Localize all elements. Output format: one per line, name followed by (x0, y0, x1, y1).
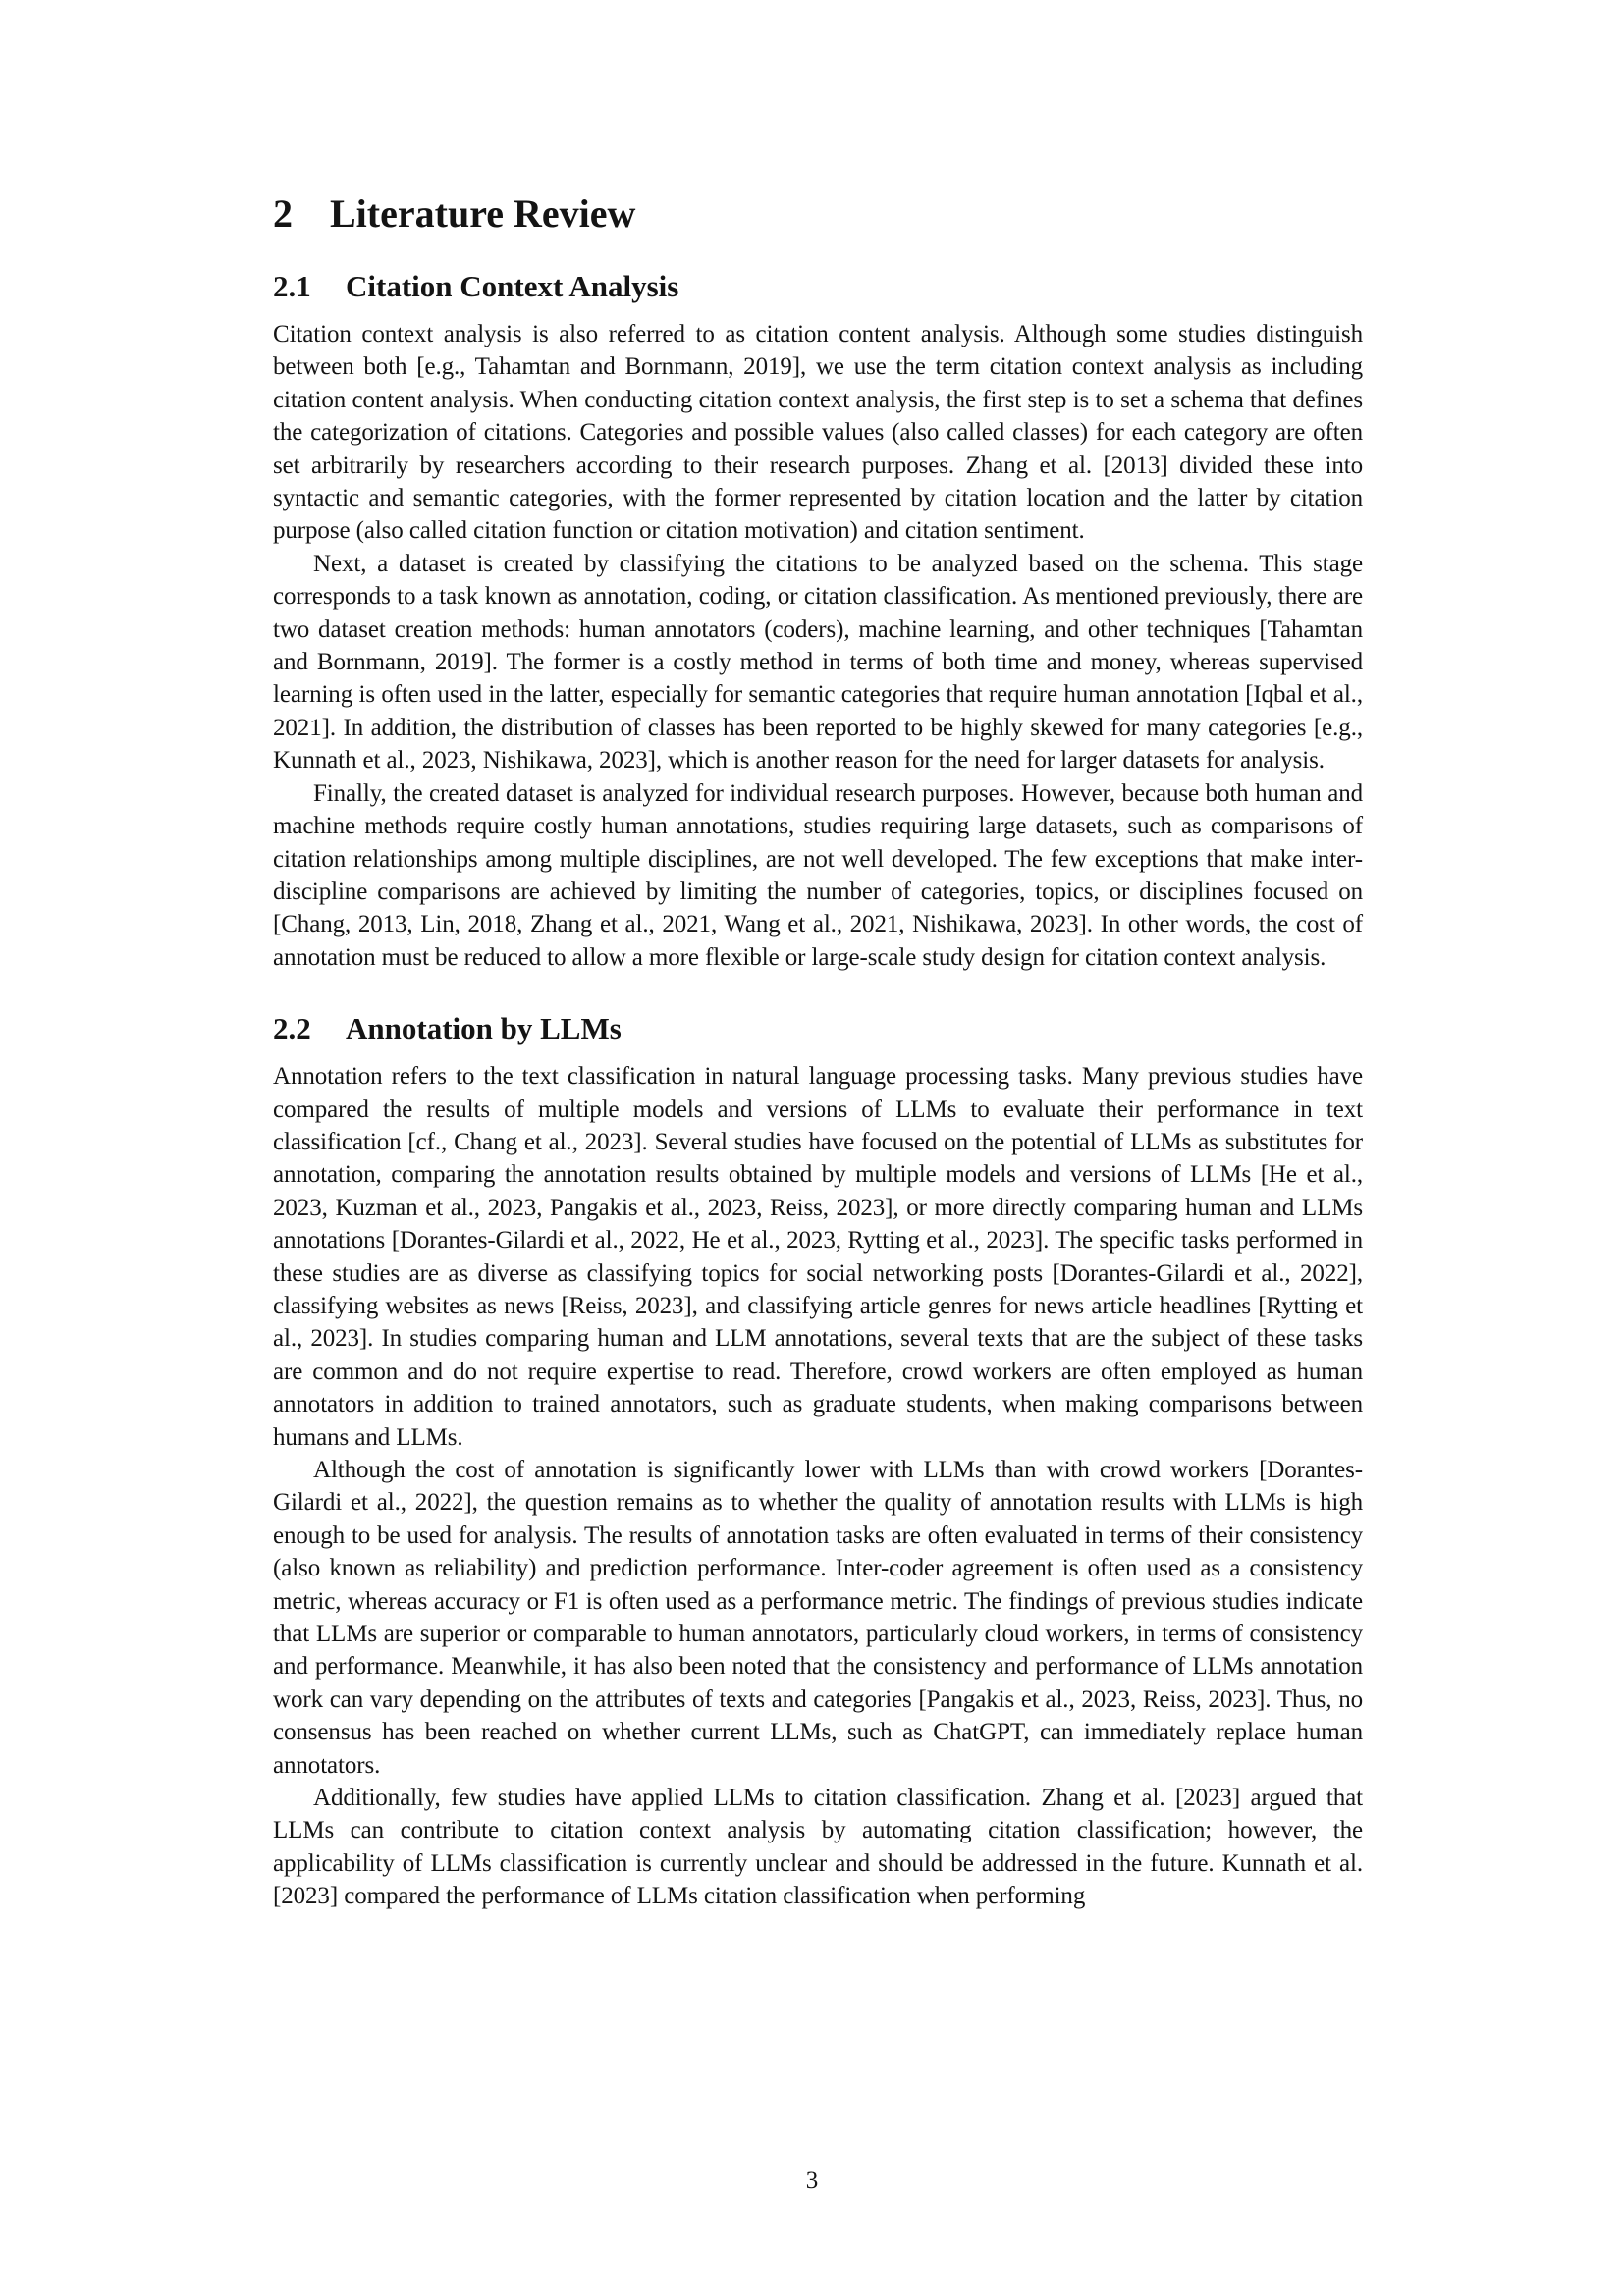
page-number: 3 (805, 2167, 819, 2194)
paragraph: Although the cost of annotation is significantly lower with LLMs than with crowd workers [Dorantes-Gilardi et al., 2022], the question remains as to whether the quality of annotation results with LLMs is high enough to be used for analysis. The results of annotation tasks are often evaluated in terms of their consistency (also known as reliability) and prediction performance. Inter-coder agreement is often used as a consistency metric, whereas accuracy or F1 is often used as a performance metric. The findings of previous studies indicate that LLMs are superior or comparable to human annotators, particularly cloud workers, in terms of consistency and performance. Meanwhile, it has also been noted that the consistency and performance of LLMs annotation work can vary depending on the attributes of texts and categories [Pangakis et al., 2023, Reiss, 2023]. Thus, no consensus has been reached on whether current LLMs, such as ChatGPT, can immediately replace human annotators. (273, 1457, 1363, 1779)
subsection-number: 2.1 (273, 269, 311, 303)
paragraph: Citation context analysis is also referred to as citation content analysis. Although some studies distinguish between both [e.g., Tahamtan and Bornmann, 2019], we use the term citation context analysis as including citation content analysis. When conducting citation context analysis, the first step is to set a schema that defines the categorization of citations. Categories and possible values (also called classes) for each category are often set arbitrarily by researchers according to their research purposes. Zhang et al. [2013] divided these into syntactic and semantic categories, with the former represented by citation location and the latter by citation purpose (also called citation function or citation motivation) and citation sentiment. (273, 321, 1363, 545)
section-heading (273, 187, 1363, 241)
paragraph: Finally, the created dataset is analyzed for individual research purposes. However, because both human and machine methods require costly human annotations, studies requiring large datasets, such as comparisons of citation relationships among multiple disciplines, are not well developed. The few exceptions that make inter-discipline comparisons are achieved by limiting the number of categories, topics, or disciplines focused on [Chang, 2013, Lin, 2018, Zhang et al., 2021, Wang et al., 2021, Nishikawa, 2023]. In other words, the cost of annotation must be reduced to allow a more flexible or large-scale study design for citation context analysis. (273, 779, 1363, 971)
subsection-heading-2-1 (273, 265, 1363, 308)
subsection-title: Citation Context Analysis (346, 269, 679, 303)
page-body (273, 187, 1363, 1913)
paragraph: Additionally, few studies have applied LLMs to citation classification. Zhang et al. [2023] argued that LLMs can contribute to citation context analysis by automating citation classification; however, the applicability of LLMs classification is currently unclear and should be addressed in the future. Kunnath et al. [2023] compared the performance of LLMs citation classification when performing (273, 1785, 1363, 1910)
section-title: Literature Review (330, 191, 636, 236)
subsection-number: 2.2 (273, 1011, 311, 1046)
subsection-heading-2-2 (273, 1007, 1363, 1050)
subsection-title: Annotation by LLMs (346, 1011, 622, 1046)
paragraph: Next, a dataset is created by classifying the citations to be analyzed based on the schema. This stage corresponds to a task known as annotation, coding, or citation classification. As mentioned previously, there are two dataset creation methods: human annotators (coders), machine learning, and other techniques [Tahamtan and Bornmann, 2019]. The former is a costly method in terms of both time and money, whereas supervised learning is often used in the latter, especially for semantic categories that require human annotation [Iqbal et al., 2021]. In addition, the distribution of classes has been reported to be highly skewed for many categories [e.g., Kunnath et al., 2023, Nishikawa, 2023], which is another reason for the need for larger datasets for analysis. (273, 550, 1363, 774)
section-number: 2 (273, 191, 293, 236)
paragraph: Annotation refers to the text classification in natural language processing tasks. Many previous studies have compared the results of multiple models and versions of LLMs to evaluate their performance in text classification [cf., Chang et al., 2023]. Several studies have focused on the potential of LLMs as substitutes for annotation, comparing the annotation results obtained by multiple models and versions of LLMs [He et al., 2023, Kuzman et al., 2023, Pangakis et al., 2023, Reiss, 2023], or more directly comparing human and LLMs annotations [Dorantes-Gilardi et al., 2022, He et al., 2023, Rytting et al., 2023]. The specific tasks performed in these studies are as diverse as classifying topics for social networking posts [Dorantes-Gilardi et al., 2022], classifying websites as news [Reiss, 2023], and classifying article genres for news article headlines [Rytting et al., 2023]. In studies comparing human and LLM annotations, several texts that are the subject of these tasks are common and do not require expertise to read. Therefore, crowd workers are often employed as human annotators in addition to trained annotators, such as graduate students, when making comparisons between humans and LLMs. (273, 1063, 1363, 1451)
